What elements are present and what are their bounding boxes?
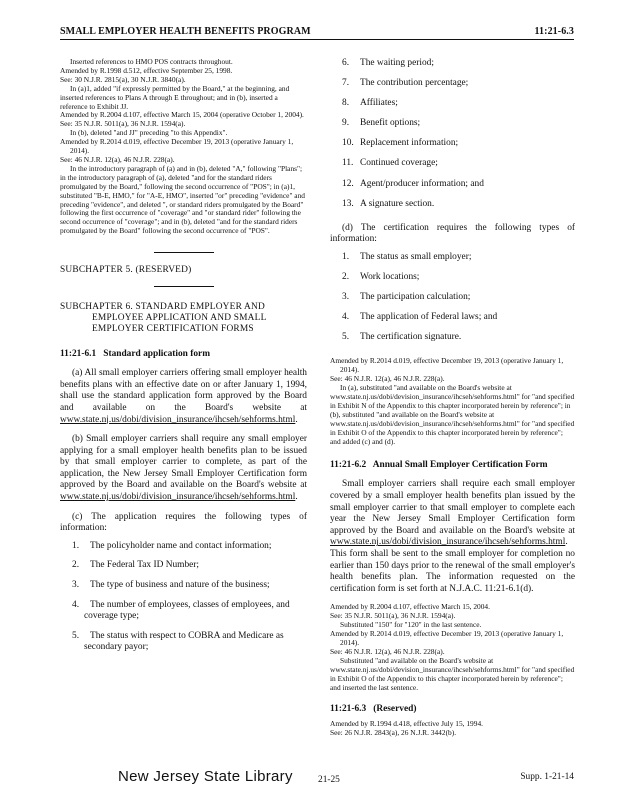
supplement-date: Supp. 1-21-14 bbox=[520, 772, 574, 782]
history-note: Inserted references to HMO POS contracts throughout. bbox=[70, 57, 233, 66]
history-note: Amended by R.2004 d.107, effective March 15, 2004. bbox=[330, 602, 490, 612]
history-note: See: 46 N.J.R. 12(a), 46 N.J.R. 228(a). bbox=[60, 154, 175, 164]
history-note: Amended by R.2014 d.019, effective December 19, 2013 (operative January 1, 2014). bbox=[330, 629, 564, 648]
list-item-text: Agent/producer information; and bbox=[360, 178, 484, 189]
list-item-number: 2. bbox=[72, 560, 80, 571]
list-item-number: 4. bbox=[342, 312, 350, 323]
list-item-number: 1. bbox=[342, 251, 350, 262]
paragraph-d: (d) The certification requires the following types of information: bbox=[330, 222, 575, 245]
list-item bbox=[60, 631, 307, 654]
list-item-text: The participation calculation; bbox=[360, 292, 471, 303]
history-note: Amended by R.2014 d.019, effective December 19, 2013 (operative January 1, 2014). bbox=[330, 356, 564, 375]
list-item bbox=[330, 138, 575, 150]
section-number: 11:21-6.2 bbox=[330, 460, 367, 471]
list-item bbox=[60, 600, 307, 623]
list-item bbox=[330, 98, 575, 110]
list-item bbox=[330, 78, 575, 90]
history-notes-6-1 bbox=[330, 357, 575, 446]
section-number: 11:21-6.3 bbox=[330, 704, 367, 715]
paragraph-a-text: (a) All small employer carriers offering small employer health benefits plans with an effective date on or after January 1, 1994, shall use the standard application form approved by the Board and available on the Board's website at bbox=[60, 368, 307, 413]
list-item-text: A signature section. bbox=[360, 198, 435, 209]
list-item-text: The number of employees, classes of employees, and coverage type; bbox=[84, 599, 290, 622]
list-item bbox=[60, 560, 307, 572]
history-note: See: 46 N.J.R. 12(a), 46 N.J.R. 228(a). bbox=[330, 646, 445, 656]
application-info-list bbox=[60, 541, 307, 654]
list-item-text: The type of business and nature of the business; bbox=[90, 580, 270, 591]
list-item-text: The application of Federal laws; and bbox=[360, 312, 498, 323]
list-item bbox=[330, 58, 575, 70]
list-item-text: The status as small employer; bbox=[360, 251, 472, 262]
history-note: In the introductory paragraph of (a) and in (b), deleted "A," following "Plans"; in the introductory paragraph of (a), deleted "and for the standard riders promulgated by the Board," following the second occurrence of "POS"; in (a)1, substituted "B-E, HMO," for "A-E, HMO", inserted "or" preceding "evidence" and preceding "evidence", and deleted ", or standard riders promulgated by the Board" following the first occurrence of "coverage" and "or standard rider" following the second occurrence of "coverage"; and in (b), deleted "and for the standard riders promulgated by the Board" following the second occurrence of "POS". bbox=[60, 163, 305, 236]
list-item-number: 9. bbox=[342, 118, 350, 129]
list-item-text: Replacement information; bbox=[360, 138, 459, 149]
history-note: Amended by R.2004 d.107, effective March 15, 2004 (operative October 1, 2004). bbox=[60, 110, 304, 120]
paragraph-a: (a) All small employer carriers offering small employer health benefits plans with an effective date on or after January 1, 1994, shall use the standard application form approved by the Board and available on the Board's website at www.state.nj.us/dobi/division_insurance/ihcseh/sehforms.html. bbox=[60, 368, 307, 425]
header-title: SMALL EMPLOYER HEALTH BENEFITS PROGRAM bbox=[60, 26, 311, 37]
list-item-number: 7. bbox=[342, 78, 350, 89]
section-6-2-text-rest: . This form shall be sent to the small employer for completion no earlier than 150 days prior to the renewal of the small employer's health benefits plan. The information requested on the certification form is set forth at N.J.A.C. 11:21-6.1(d). bbox=[330, 537, 575, 594]
list-item-number: 1. bbox=[72, 540, 80, 551]
history-note: Amended by R.1998 d.512, effective September 25, 1998. bbox=[60, 65, 233, 75]
history-note: See: 35 N.J.R. 5011(a), 36 N.J.R. 1594(a). bbox=[60, 119, 186, 129]
list-item-number: 6. bbox=[342, 58, 350, 68]
subchapter-6-line: EMPLOYER CERTIFICATION FORMS bbox=[92, 324, 254, 335]
list-item bbox=[330, 252, 575, 264]
left-column bbox=[60, 58, 307, 662]
list-item bbox=[330, 312, 575, 324]
subchapter-5-heading: SUBCHAPTER 5. (RESERVED) bbox=[60, 265, 192, 276]
history-notes-6-0 bbox=[60, 58, 307, 236]
list-item-number: 12. bbox=[342, 178, 354, 189]
paragraph-c: (c) The application requires the following types of information: bbox=[60, 511, 307, 534]
history-note: In (b), deleted "and JJ" preceding "to this Appendix". bbox=[70, 128, 228, 138]
list-item-text: The contribution percentage; bbox=[360, 78, 469, 89]
history-notes-6-3 bbox=[330, 720, 575, 738]
list-item-number: 4. bbox=[72, 599, 80, 610]
list-item bbox=[330, 272, 575, 284]
list-item-text: The waiting period; bbox=[360, 58, 434, 68]
list-item bbox=[330, 332, 575, 344]
board-website-link[interactable]: www.state.nj.us/dobi/division_insurance/ihcseh/sehforms.html bbox=[60, 414, 296, 425]
list-item bbox=[330, 292, 575, 304]
history-note: In (a), substituted "and available on the Board's website at www.state.nj.us/dobi/devision_insurance/ihcseh/sehforms.html" for "and specified in Exhibit N of the Appendix to this chapter incorporated herein by reference"; in (b), substituted "and available on the Board's website at www.state.nj.us/dobi/devision_insurance/ihcseh/sehforms.html" for "and specified in Exhibit O of the Appendix to this chapter incorporated herein by reference"; and added (c) and (d). bbox=[330, 383, 575, 446]
list-item-number: 8. bbox=[342, 98, 350, 109]
application-info-list-continued bbox=[330, 58, 575, 210]
list-item-text: The Federal Tax ID Number; bbox=[90, 560, 200, 571]
history-note: Amended by R.1994 d.418, effective July 15, 1994. bbox=[330, 719, 483, 729]
list-item bbox=[60, 580, 307, 592]
right-column bbox=[330, 58, 575, 738]
section-6-2-paragraph bbox=[330, 479, 575, 595]
running-header bbox=[60, 24, 574, 40]
history-note: See: 46 N.J.R. 12(a), 46 N.J.R. 228(a). bbox=[330, 374, 445, 384]
list-item-number: 13. bbox=[342, 198, 354, 209]
section-title: Annual Small Employer Certification Form bbox=[372, 460, 548, 471]
list-item bbox=[330, 158, 575, 170]
list-item-text: Benefit options; bbox=[360, 118, 421, 129]
list-item-number: 10. bbox=[342, 138, 354, 149]
list-item-number: 3. bbox=[342, 292, 350, 303]
paragraph-b-text: (b) Small employer carriers shall require any small employer applying for a small employer health benefits plan to be issued by that small employer carrier to complete, as part of the application, the New Jersey Small Employer Certification form approved by the Board and available on the Board's website at bbox=[60, 434, 307, 491]
list-item-number: 5. bbox=[342, 332, 350, 343]
list-item bbox=[330, 179, 575, 191]
section-6-3-heading bbox=[330, 704, 575, 715]
history-note: Amended by R.2014 d.019, effective December 19, 2013 (operative January 1, 2014). bbox=[60, 137, 294, 156]
list-item-text: Work locations; bbox=[360, 272, 420, 283]
list-item bbox=[60, 541, 307, 553]
history-note: See: 30 N.J.R. 2815(a), 30 N.J.R. 3840(a). bbox=[60, 74, 186, 84]
list-item bbox=[330, 118, 575, 130]
list-item-text: The status with respect to COBRA and Medicare as secondary payor; bbox=[84, 630, 284, 653]
board-website-link[interactable]: www.state.nj.us/dobi/division_insurance/ihcseh/sehforms.html bbox=[330, 537, 566, 548]
subchapter-6-line: SUBCHAPTER 6. STANDARD EMPLOYER AND bbox=[60, 302, 265, 313]
history-note: See: 35 N.J.R. 5011(a), 36 N.J.R. 1594(a). bbox=[330, 611, 456, 621]
history-note: Substituted "and available on the Board's website at www.state.nj.us/dobi/devision_insurance/ihcseh/sehforms.html" for "and specified in Exhibit O of the Appendix to this chapter incorporated herein by reference"; and inserted the last sentence. bbox=[330, 655, 575, 692]
list-item bbox=[330, 199, 575, 211]
subchapter-6-heading bbox=[60, 302, 307, 335]
list-item-text: The certification signature. bbox=[360, 332, 462, 343]
list-item-text: The policyholder name and contact information; bbox=[90, 540, 272, 551]
list-item-text: Affiliates; bbox=[360, 98, 398, 109]
section-title: Standard application form bbox=[103, 349, 211, 360]
section-6-1-heading bbox=[60, 349, 307, 360]
list-item-text: Continued coverage; bbox=[360, 158, 438, 169]
history-note: In (a)1, added "if expressly permitted by the Board," at the beginning, and inserted references to Plans A through E throughout; and in (b), inserted a reference to Exhibit JJ. bbox=[60, 83, 290, 111]
library-watermark: New Jersey State Library bbox=[118, 768, 293, 785]
section-6-2-text: Small employer carriers shall require each small employer covered by a small employer health benefits plan issued by the small employer carrier to that small employer to complete each year the New Jersey Small Employer Certification form approved by the Board and available on the Board's website at bbox=[330, 479, 575, 536]
board-website-link[interactable]: www.state.nj.us/dobi/division_insurance/ihcseh/sehforms.html bbox=[60, 492, 296, 503]
list-item-number: 11. bbox=[342, 158, 354, 169]
list-item-number: 3. bbox=[72, 580, 80, 591]
subchapter-6-line: EMPLOYEE APPLICATION AND SMALL bbox=[92, 313, 267, 324]
page-number: 21-25 bbox=[318, 775, 340, 785]
list-item-number: 5. bbox=[72, 630, 80, 641]
history-notes-6-2 bbox=[330, 603, 575, 692]
certification-info-list bbox=[330, 252, 575, 344]
history-note: See: 26 N.J.R. 2843(a), 26 N.J.R. 3442(b). bbox=[330, 728, 457, 738]
history-note: Substituted "150" for "120" in the last sentence. bbox=[340, 620, 482, 630]
section-number: 11:21-6.1 bbox=[60, 349, 97, 360]
list-item-number: 2. bbox=[342, 272, 350, 283]
header-section-number: 11:21-6.3 bbox=[534, 26, 574, 37]
section-title: (Reserved) bbox=[373, 704, 417, 715]
section-6-2-heading bbox=[330, 460, 575, 471]
paragraph-b: (b) Small employer carriers shall require any small employer applying for a small employer health benefits plan to be issued by that small employer carrier to complete, as part of the application, the New Jersey Small Employer Certification form approved by the Board and available on the Board's website at www.state.nj.us/dobi/division_insurance/ihcseh/sehforms.html. bbox=[60, 434, 307, 503]
